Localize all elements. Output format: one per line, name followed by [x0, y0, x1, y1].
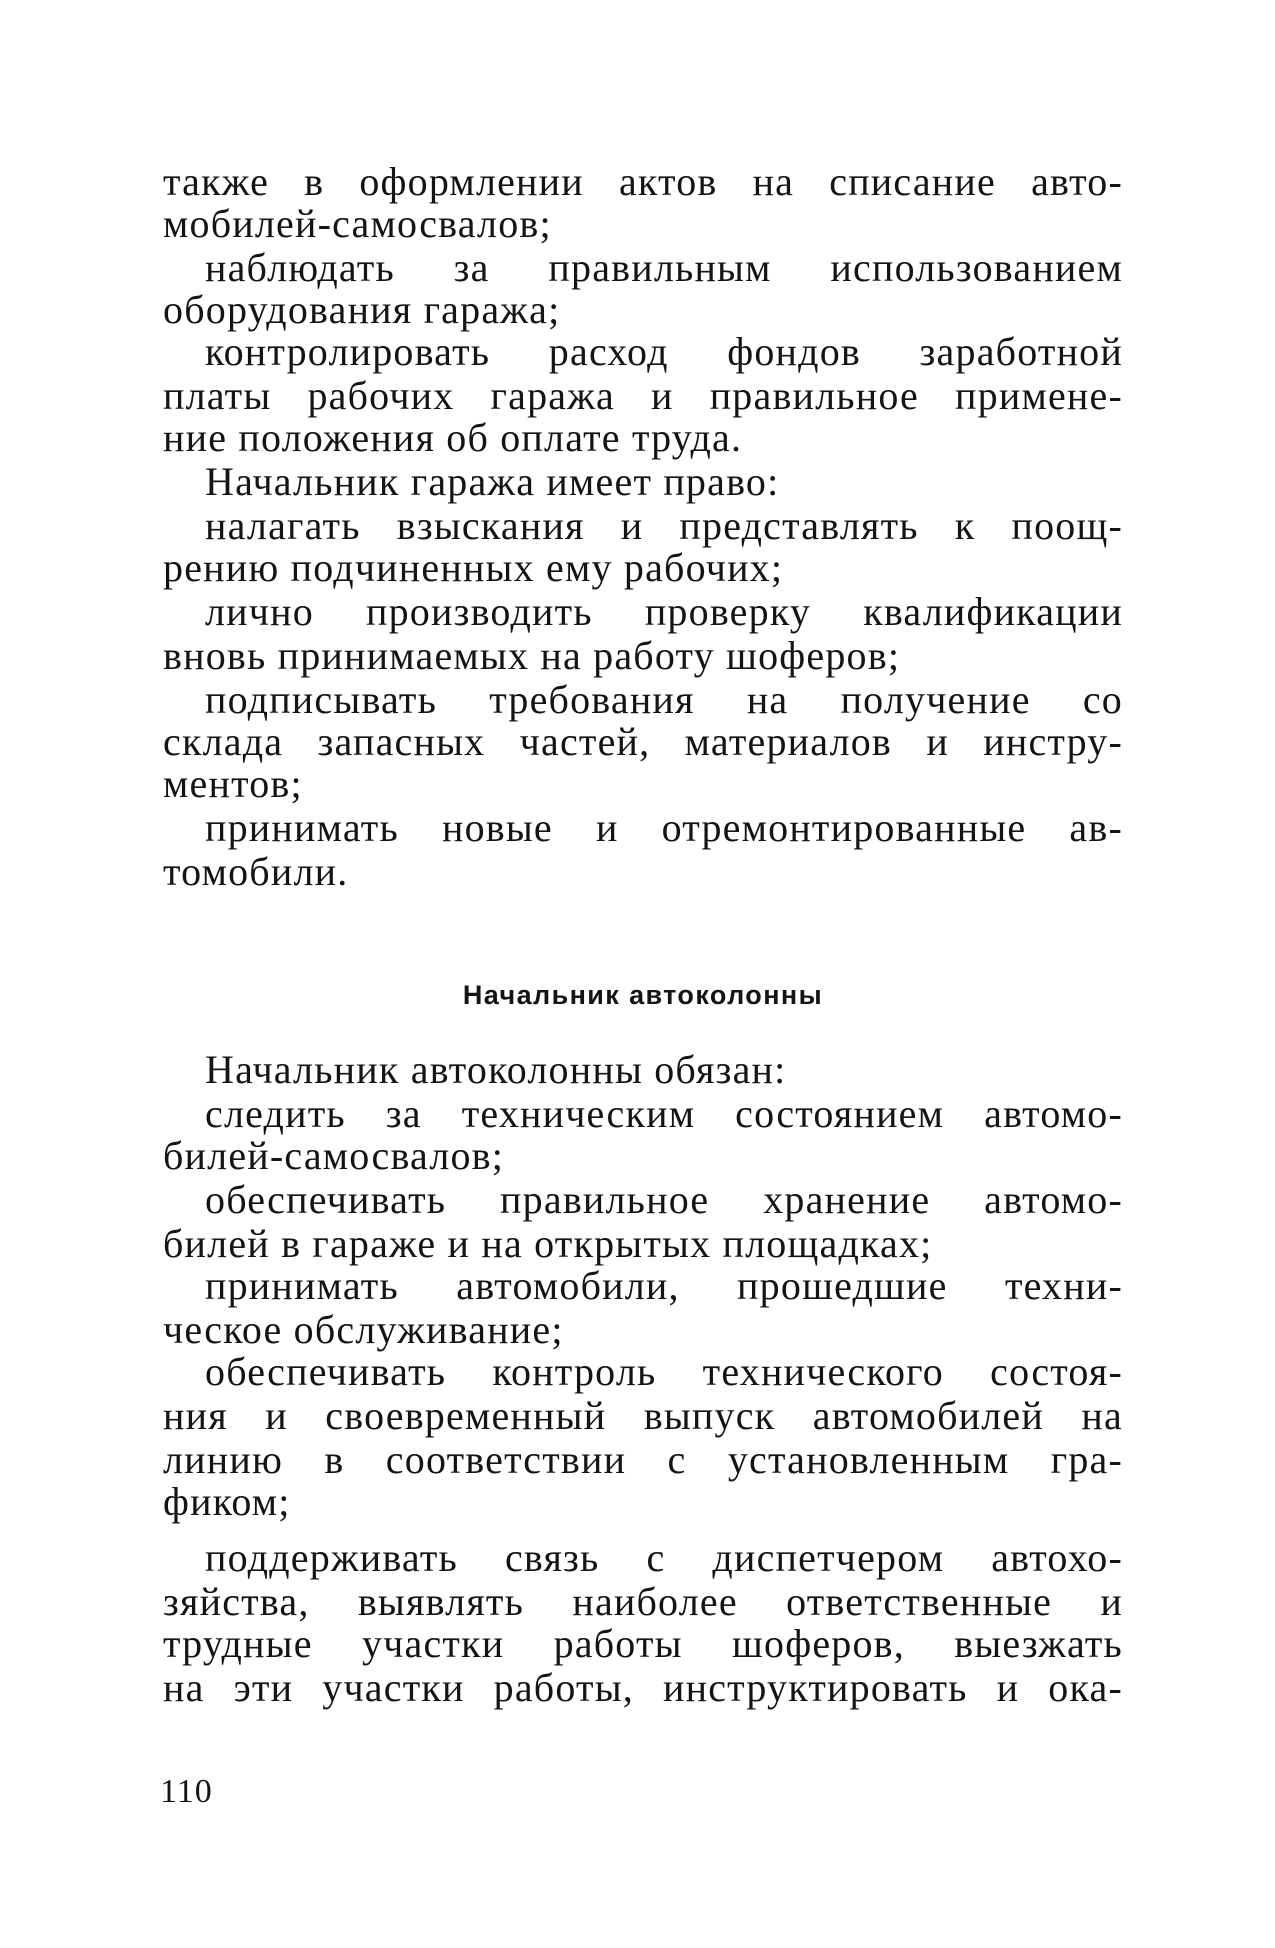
text-line: также в оформлении актов на списание авто-	[163, 159, 1123, 204]
text-line: вновь принимаемых на работу шоферов;	[163, 633, 901, 678]
text-line: ментов;	[163, 761, 303, 806]
text-line: зяйства, выявлять наиболее ответственные и	[163, 1579, 1123, 1624]
text-line: подписывать требования на получение со	[205, 677, 1123, 722]
text-line: ния и своевременный выпуск автомобилей на	[163, 1393, 1123, 1438]
page-number: 110	[160, 1773, 213, 1810]
section-heading: Начальник автоколонны	[462, 980, 824, 1010]
text-line: лично производить проверку квалификации	[205, 589, 1123, 634]
text-line: склада запасных частей, материалов и инстру-	[163, 719, 1123, 764]
text-line: билей в гараже и на открытых площадках;	[163, 1221, 933, 1266]
text-line: Начальник гаража имеет право:	[205, 459, 780, 504]
text-line: на эти участки работы, инструктировать и ока-	[163, 1665, 1123, 1710]
text-line: поддерживать связь с диспетчером автохо-	[205, 1535, 1123, 1580]
text-line: линию в соответствии с установленным гра-	[163, 1437, 1123, 1482]
text-line: платы рабочих гаража и правильное примене-	[163, 373, 1123, 418]
text-line: ние положения об оплате труда.	[163, 415, 743, 460]
text-line: трудные участки работы шоферов, выезжать	[163, 1621, 1123, 1666]
text-line: фиком;	[163, 1479, 291, 1524]
text-line: обеспечивать правильное хранение автомо-	[205, 1177, 1123, 1222]
text-line: принимать новые и отремонтированные ав-	[205, 805, 1123, 850]
text-line: томобили.	[163, 849, 349, 894]
text-line: обеспечивать контроль технического состоя-	[205, 1349, 1123, 1394]
text-line: мобилей-самосвалов;	[163, 201, 552, 246]
text-line: билей-самосвалов;	[163, 1133, 505, 1178]
text-line: рению подчиненных ему рабочих;	[163, 545, 784, 590]
text-line: наблюдать за правильным использованием	[205, 245, 1123, 290]
text-line: ческое обслуживание;	[163, 1307, 564, 1352]
text-line: оборудования гаража;	[163, 287, 561, 332]
text-line: контролировать расход фондов заработной	[205, 329, 1123, 374]
text-line: принимать автомобили, прошедшие техни-	[205, 1263, 1123, 1308]
text-line: Начальник автоколонны обязан:	[205, 1047, 787, 1092]
text-line: налагать взыскания и представлять к поощ-	[205, 503, 1123, 548]
text-line: следить за техническим состоянием автомо-	[205, 1091, 1123, 1136]
